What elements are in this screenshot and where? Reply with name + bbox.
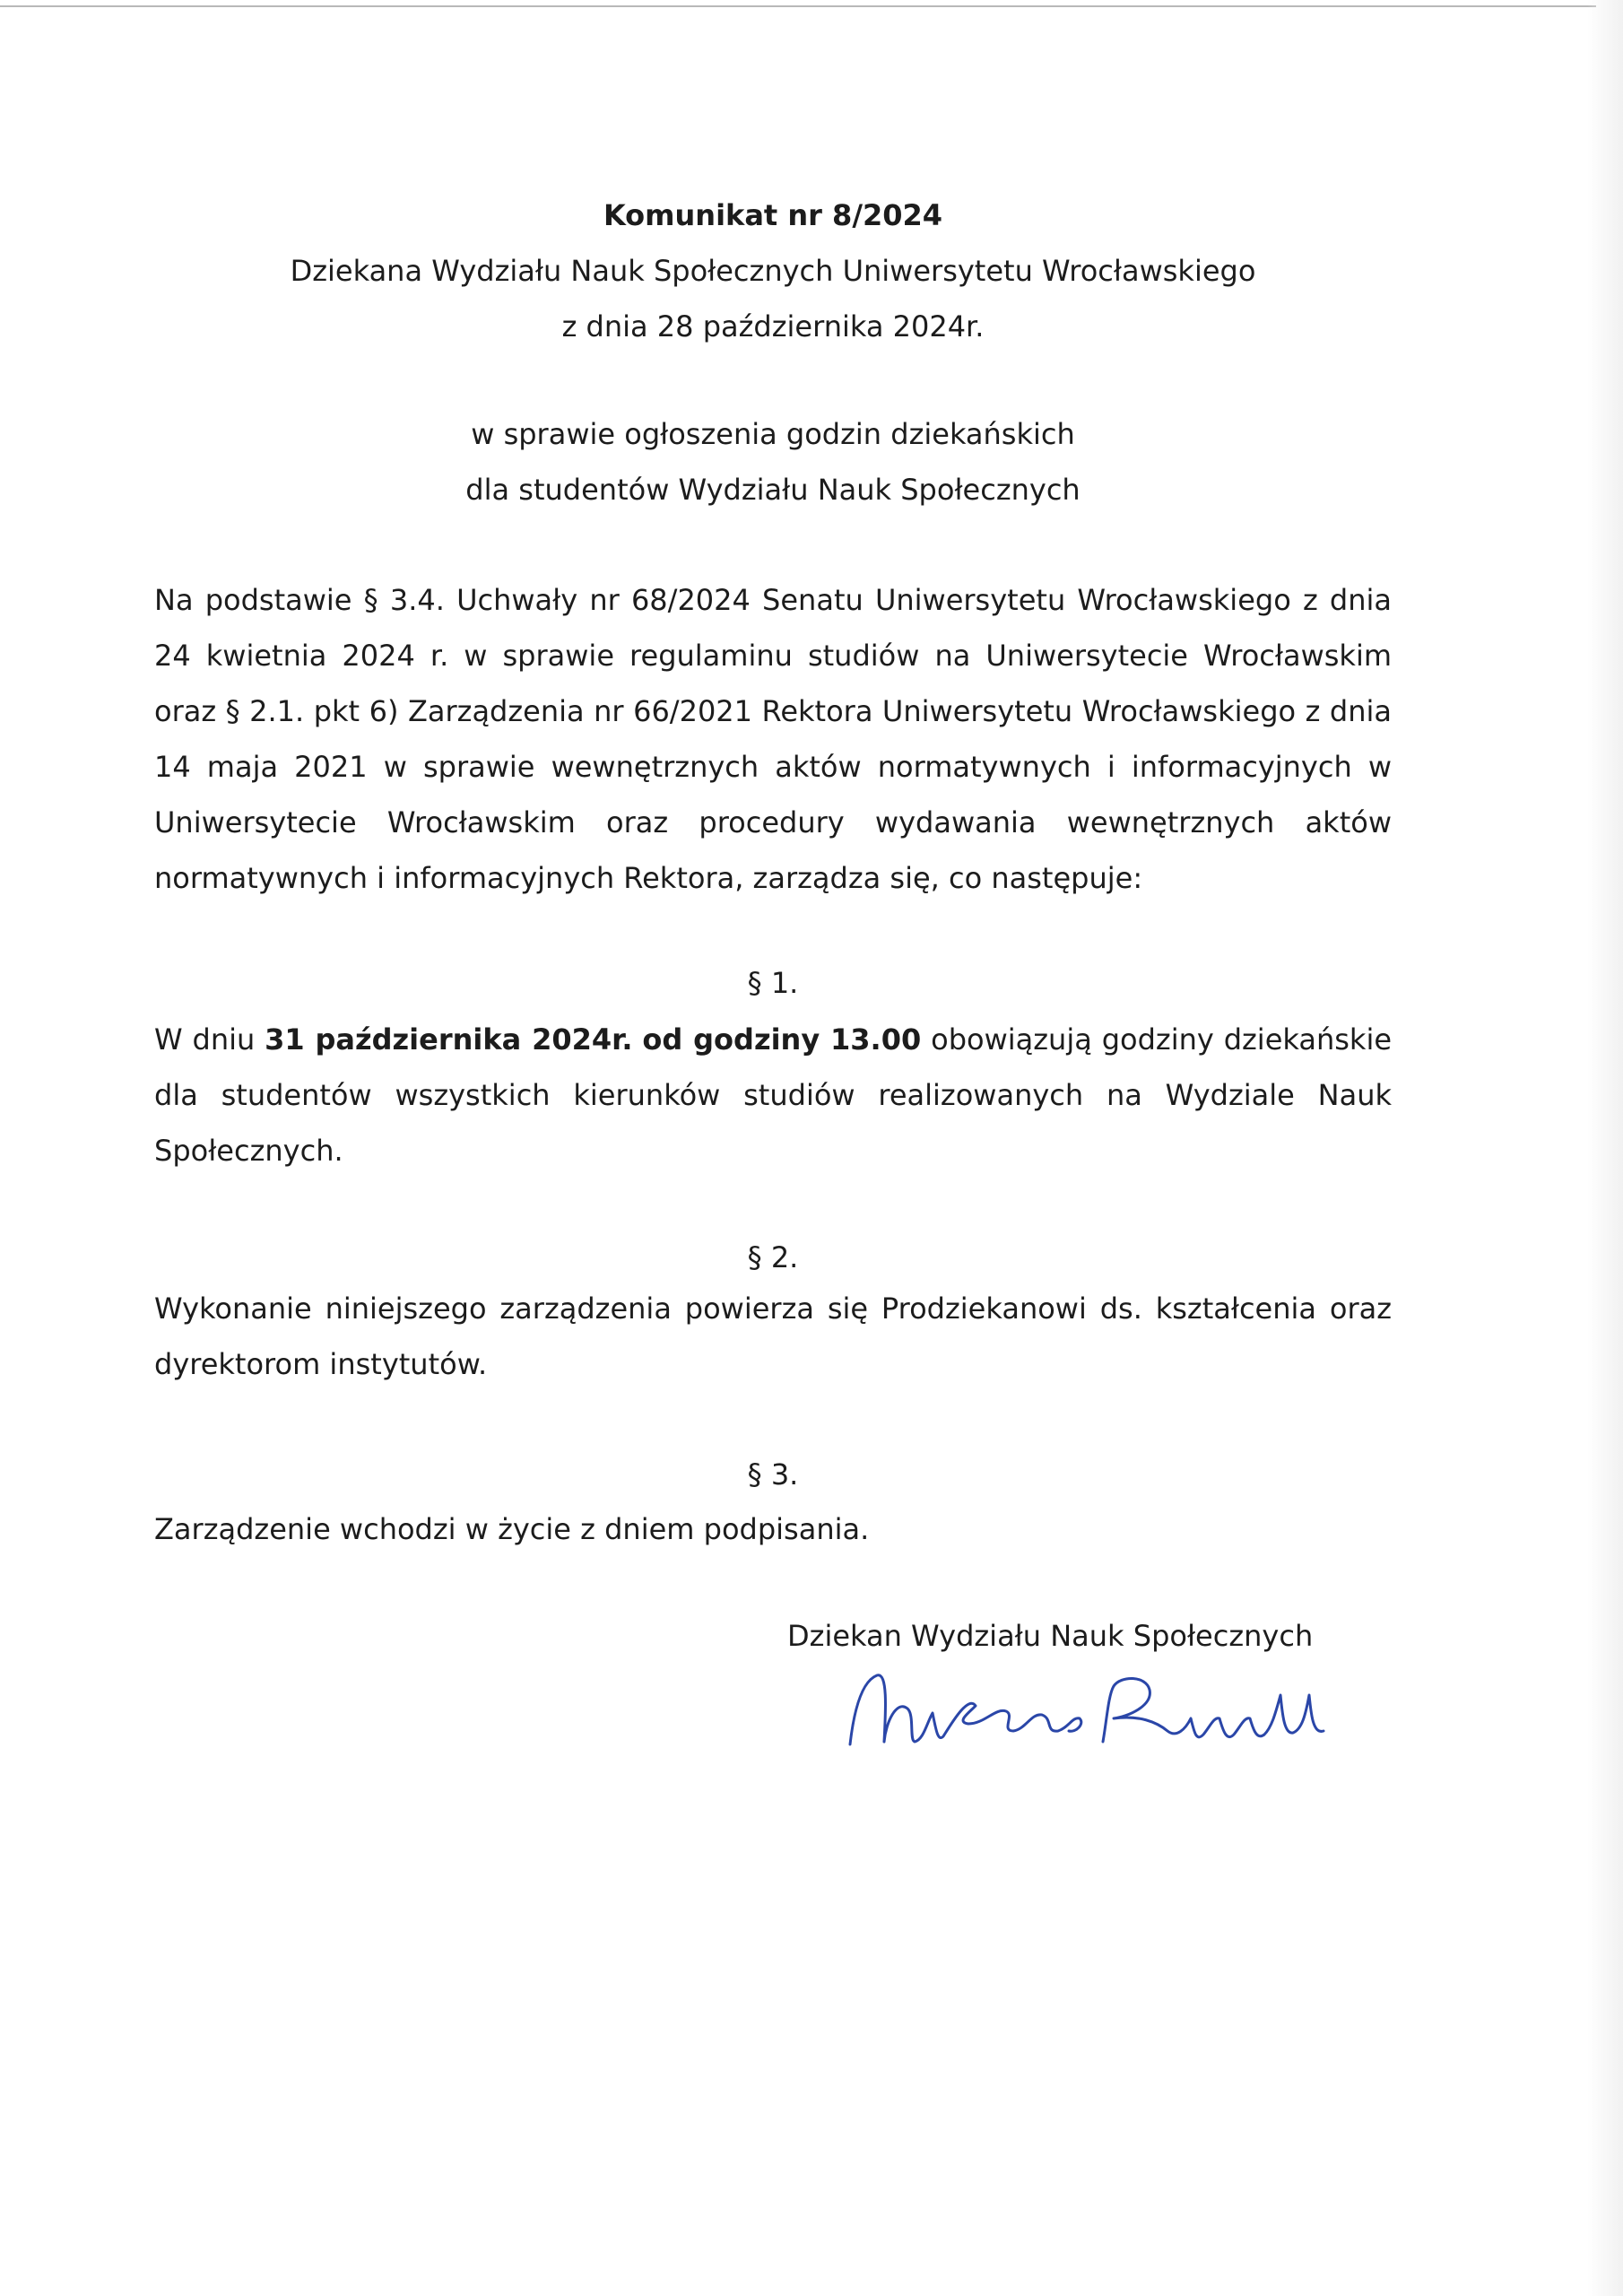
document-issuer: Dziekana Wydziału Nauk Społecznych Uniwersytetu Wrocławskiego (290, 254, 1256, 288)
section-1-text-end: obowiązują godziny dziekańskie dla studentów wszystkich kierunków studiów realizowanych na Wydziale Nauk Społecznych. (154, 1022, 1393, 1168)
scan-edge-shade (1587, 0, 1623, 2296)
document-title: Komunikat nr 8/2024 (603, 198, 943, 232)
section-1-spacer (633, 1022, 643, 1057)
document-subject-line-1: w sprawie ogłoszenia godzin dziekańskich (471, 417, 1075, 451)
section-3-text: Zarządzenie wchodzi w życie z dniem podpisania. (154, 1512, 870, 1546)
document-subject-line-2: dla studentów Wydziału Nauk Społecznych (465, 473, 1081, 507)
section-1-text-start: W dniu (154, 1022, 265, 1057)
document-page (154, 0, 1392, 2296)
signatory-title: Dziekan Wydziału Nauk Społecznych (787, 1619, 1314, 1653)
section-2-mark: § 2. (747, 1240, 799, 1274)
section-1-time: od godziny 13.00 (642, 1022, 922, 1057)
handwritten-signature (834, 1659, 1408, 1758)
legal-basis-paragraph: Na podstawie § 3.4. Uchwały nr 68/2024 Senatu Uniwersytetu Wrocławskiego z dnia 24 kwietnia 2024 r. w sprawie regulaminu studiów na Uniwersytecie Wrocławskim oraz § 2.1. pkt 6) Zarządzenia nr 66/2021 Rektora Uniwersytetu Wrocławskiego z dnia 14 maja 2021 w sprawie wewnętrznych aktów normatywnych i informacyjnych w Uniwersytecie Wrocławskim oraz procedury wydawania wewnętrznych aktów normatywnych i informacyjnych Rektora, zarządza się, co następuje: (154, 583, 1392, 895)
document-date: z dnia 28 października 2024r. (561, 309, 985, 344)
section-1-date: 31 października 2024r. (265, 1022, 633, 1057)
section-1-mark: § 1. (747, 966, 799, 1000)
section-1-text (154, 1012, 1392, 1178)
section-3-mark: § 3. (747, 1457, 799, 1492)
section-2-text: Wykonanie niniejszego zarządzenia powierza się Prodziekanowi ds. kształcenia oraz dyrektorom instytutów. (154, 1292, 1392, 1381)
